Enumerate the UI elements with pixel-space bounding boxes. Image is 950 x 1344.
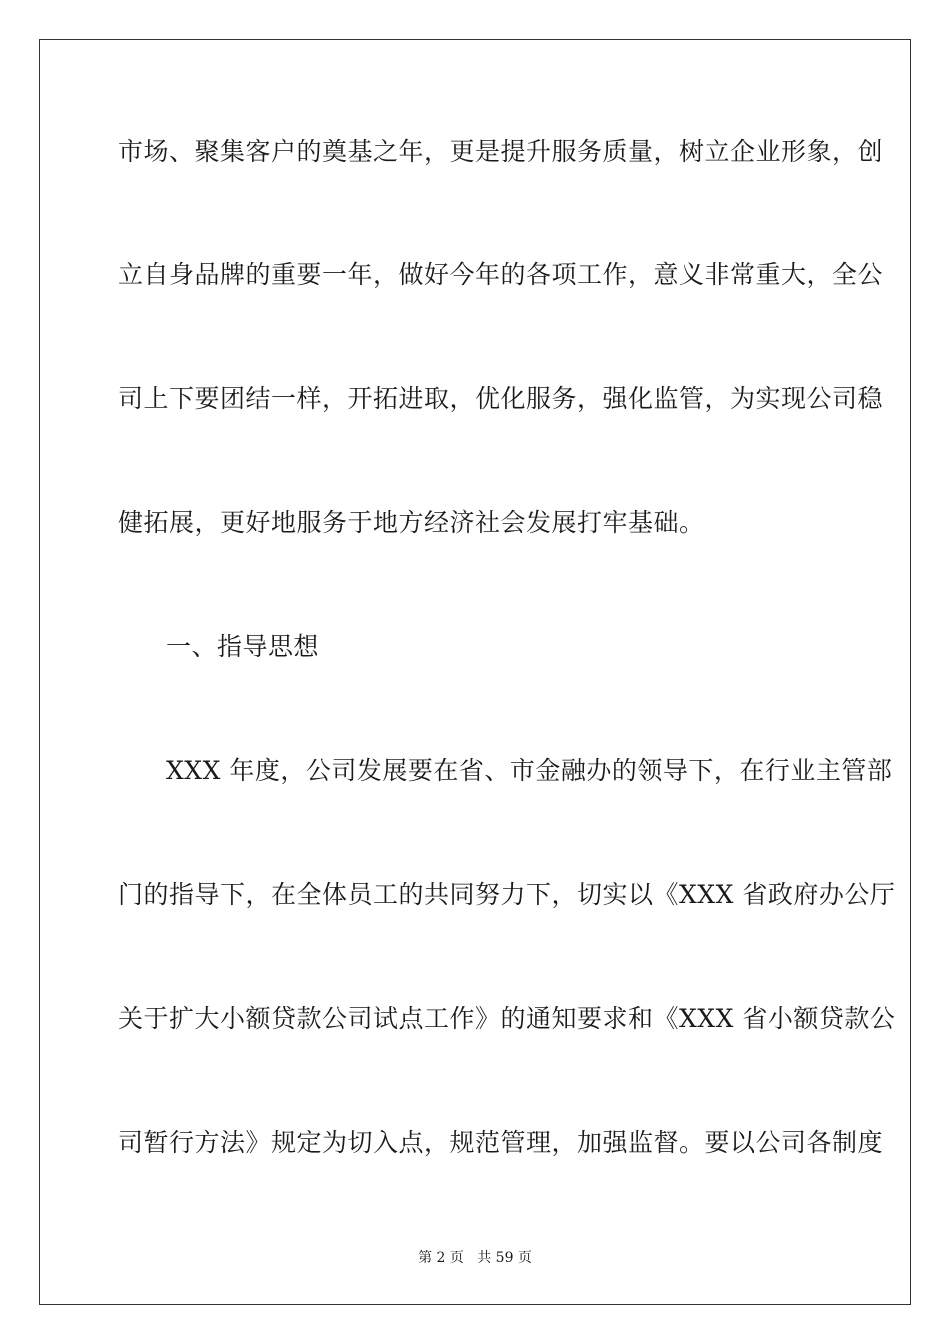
body-text-line: 司上下要团结一样，开拓进取，优化服务，强化监管，为实现公司稳 xyxy=(118,384,884,413)
body-text-line: 司暂行方法》规定为切入点，规范管理，加强监督。要以公司各制度 xyxy=(118,1128,884,1157)
page-number-footer: 第 2 页 共 59 页 xyxy=(418,1250,532,1266)
page-border xyxy=(39,39,911,1305)
body-text-line: 立自身品牌的重要一年，做好今年的各项工作，意义非常重大，全公 xyxy=(118,260,884,289)
body-text-line: 门的指导下，在全体员工的共同努力下，切实以《XXX 省政府办公厅 xyxy=(118,880,896,909)
body-text-line: 关于扩大小额贷款公司试点工作》的通知要求和《XXX 省小额贷款公 xyxy=(118,1004,896,1033)
body-text-line: 健拓展，更好地服务于地方经济社会发展打牢基础。 xyxy=(118,508,705,537)
body-text-line: 市场、聚集客户的奠基之年，更是提升服务质量，树立企业形象，创 xyxy=(118,137,884,166)
body-text-line: XXX 年度，公司发展要在省、市金融办的领导下，在行业主管部 xyxy=(166,756,893,785)
section-heading: 一、指导思想 xyxy=(166,632,320,661)
